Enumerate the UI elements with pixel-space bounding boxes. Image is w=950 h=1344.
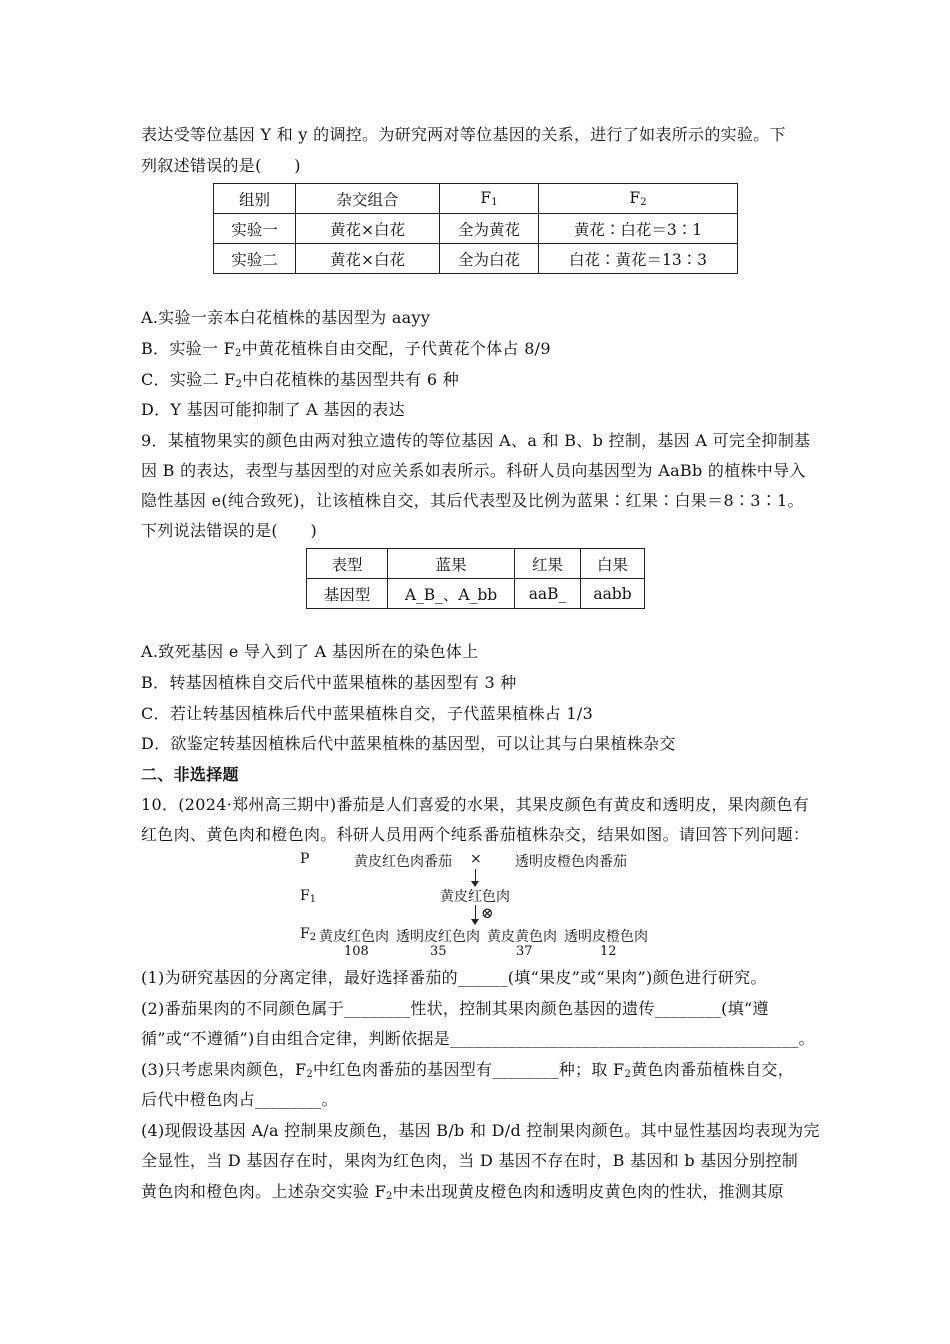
q10-sub-4c: 黄色肉和橙色肉。上述杂交实验 $F_2$中未出现黄皮橙色肉和透明皮黄色肉的性状，推测其原: [141, 1182, 784, 1202]
q10-sub-3a: (3)只考虑果肉颜色，$F_2$中红色肉番茄的基因型有________种；取 $F_2$黄色肉番茄植株自交，: [141, 1060, 795, 1080]
table-cell: 全为白花: [440, 244, 539, 274]
f2-phenotype: 透明皮红色肉: [396, 929, 480, 945]
table-cell: 黄花×白花: [296, 214, 440, 244]
table-cell: aaB_: [515, 579, 581, 609]
f2-count: 12: [600, 944, 617, 959]
table-header-cell: $F_1$: [440, 184, 539, 214]
table-cell: A_B_、A_bb: [388, 579, 515, 609]
experiment-table: [213, 183, 738, 274]
table-cell: 白花∶黄花＝13∶3: [539, 244, 738, 274]
q9-line-2: 因 B 的表达，表型与基因型的对应关系如表所示。科研人员向基因型为 AaBb 的植株中导入: [141, 461, 806, 480]
q10-sub-1: (1)为研究基因的分离定律，最好选择番茄的______(填“果皮”或“果肉”)颜色进行研究。: [141, 968, 767, 987]
table-cell: 红果: [515, 549, 581, 579]
table-row: [307, 579, 645, 609]
f2-count: 108: [344, 944, 369, 959]
section-heading: 二、非选择题: [141, 765, 239, 784]
table-cell: 表型: [307, 549, 388, 579]
q10-line-2: 红色肉、黄色肉和橙色肉。科研人员用两个纯系番茄植株杂交，结果如图。请回答下列问题：: [141, 825, 810, 844]
option-c: C．实验二 $F_2$中白花植株的基因型共有 6 种: [141, 370, 460, 390]
f2-phenotype: 黄皮黄色肉: [487, 929, 557, 945]
table-cell: 实验一: [214, 214, 296, 244]
table-cell: 黄花×白花: [296, 244, 440, 274]
table-header-cell: $F_2$: [539, 184, 738, 214]
table-row: [214, 244, 738, 274]
option-b: B．转基因植株自交后代中蓝果植株的基因型有 3 种: [141, 673, 517, 692]
q10-sub-2a: (2)番茄果肉的不同颜色属于________性状，控制其果肉颜色基因的遗传________(填“遵: [141, 999, 769, 1018]
q10-sub-2b: 循”或“不遵循”)自由组合定律，判断依据是__________________________________________。: [141, 1029, 815, 1048]
parent-2: 透明皮橙色肉番茄: [515, 854, 627, 870]
table-row: [214, 214, 738, 244]
q9-line-1: 9．某植物果实的颜色由两对独立遗传的等位基因 A、a 和 B、b 控制，基因 A 可完全抑制基: [141, 431, 811, 450]
table-cell: aabb: [581, 579, 645, 609]
table-cell: 基因型: [307, 579, 388, 609]
p-label: P: [300, 851, 310, 867]
f2-phenotype: 黄皮红色肉: [319, 929, 389, 945]
q10-sub-3b: 后代中橙色肉占________。: [141, 1090, 338, 1109]
q9-line-3: 隐性基因 e(纯合致死)，让该植株自交，其后代表型及比例为蓝果∶红果∶白果＝8∶3∶1。: [141, 491, 804, 510]
option-d: D．Y 基因可能抑制了 A 基因的表达: [141, 400, 405, 419]
selfing-icon: ⊗: [481, 904, 494, 922]
table-cell: 蓝果: [388, 549, 515, 579]
intro-line-2: 列叙述错误的是( ): [141, 156, 301, 175]
q10-sub-4a: (4)现假设基因 A/a 控制果皮颜色，基因 B/b 和 D/d 控制果肉颜色。其中显性基因均表现为完: [141, 1121, 820, 1140]
table-header-row: [214, 184, 738, 214]
f2-count: 37: [516, 944, 533, 959]
table-row: [307, 549, 645, 579]
option-b: B．实验一 $F_2$中黄花植株自由交配，子代黄花个体占 8/9: [141, 339, 551, 359]
q10-sub-4b: 全显性，当 D 基因存在时，果肉为红色肉，当 D 基因不存在时，B 基因和 b 基因分别控制: [141, 1151, 799, 1170]
arrow-line: [475, 905, 476, 920]
table-cell: 白果: [581, 549, 645, 579]
intro-line-1: 表达受等位基因 Y 和 y 的调控。为研究两对等位基因的关系，进行了如表所示的实验。下: [141, 125, 786, 144]
table-cell: 实验二: [214, 244, 296, 274]
option-d: D．欲鉴定转基因植株后代中蓝果植株的基因型，可以让其与白果植株杂交: [141, 734, 676, 753]
phenotype-table: [306, 548, 645, 609]
f2-label: $F_2$: [300, 926, 317, 943]
q10-line-1: 10．(2024·郑州高三期中)番茄是人们喜爱的水果，其果皮颜色有黄皮和透明皮，果肉颜色有: [141, 795, 810, 814]
table-header-cell: 组别: [214, 184, 296, 214]
arrow-head-icon: [471, 919, 479, 925]
f2-count: 35: [430, 944, 447, 959]
option-a: A.致死基因 e 导入到了 A 基因所在的染色体上: [141, 642, 479, 661]
cross-symbol: ×: [470, 851, 482, 867]
table-cell: 全为黄花: [440, 214, 539, 244]
table-cell: 黄花∶白花＝3∶1: [539, 214, 738, 244]
parent-1: 黄皮红色肉番茄: [354, 854, 452, 870]
option-c: C．若让转基因植株后代中蓝果植株自交，子代蓝果植株占 1/3: [141, 704, 594, 723]
q9-line-4: 下列说法错误的是( ): [141, 521, 318, 540]
option-a: A.实验一亲本白花植株的基因型为 aayy: [141, 308, 431, 327]
f2-phenotype: 透明皮橙色肉: [564, 929, 648, 945]
f1-phenotype: 黄皮红色肉: [440, 889, 510, 905]
table-header-cell: 杂交组合: [296, 184, 440, 214]
f1-label: $F_1$: [300, 888, 317, 905]
